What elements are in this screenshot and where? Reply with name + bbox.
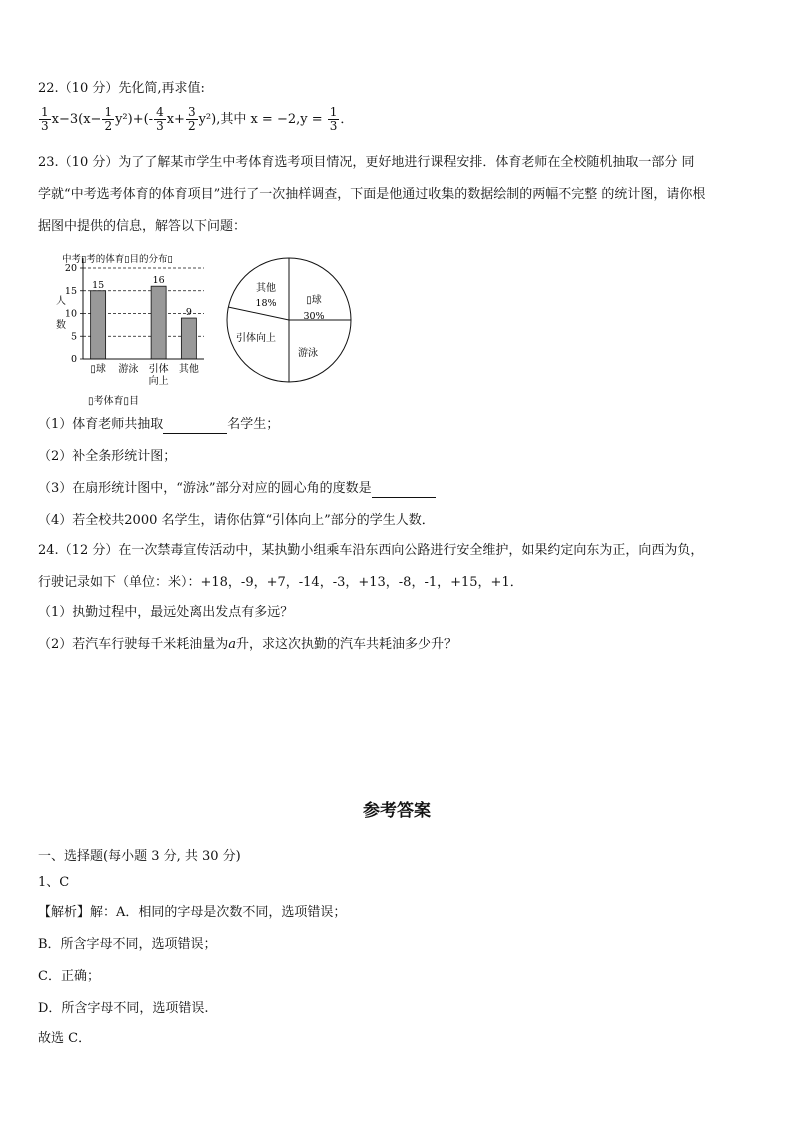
x-axis-label: ▯考体育▯目 — [88, 396, 140, 407]
pie-percent-basketball: 30% — [303, 311, 325, 322]
fraction: $\frac{1}{3}$ — [329, 105, 338, 133]
data-label: 15 — [92, 279, 105, 291]
answer-option-d: D．所含字母不同，选项错误. — [38, 1001, 209, 1016]
fraction: $\frac{1}{3}$ — [41, 105, 49, 133]
bar — [91, 291, 106, 359]
pie-chart — [222, 253, 356, 387]
pie-percent-other: 18% — [255, 298, 277, 309]
variable-a: a — [228, 637, 237, 652]
q24-sub2: （2）若汽车行驶每千米耗油量为a升，求这次执勤的汽车共耗油多少升？ — [38, 637, 458, 652]
chart-title: 中考▯考的体育▯目的分布▯ — [62, 254, 173, 265]
answers-title: 参考答案 — [363, 801, 431, 821]
q24-line2: 行驶记录如下（单位：米）：+18，-9，+7，-14，-3，+13，-8，-1，+15，+1． — [38, 575, 523, 590]
bar — [181, 318, 196, 359]
fraction: $\frac{4}{3}$ — [156, 105, 164, 133]
y-tick-label: 15 — [64, 285, 77, 297]
answer-analysis: 【解析】解：A．相同的字母是次数不同，选项错误； — [38, 905, 347, 920]
answer-option-b: B．所含字母不同，选项错误； — [38, 937, 217, 952]
q23-sub2: （2）补全条形统计图； — [38, 449, 177, 464]
x-tick-label: 其他 — [178, 364, 199, 375]
y-axis-label: 人数 — [56, 296, 66, 331]
x-tick-label: 游泳 — [118, 364, 139, 375]
q23-line1: 23.（10 分）为了了解某市学生中考体育选考项目情况，更好地进行课程安排．体育老师在全校随机抽取一部分 同 — [38, 155, 695, 170]
answer-conclusion: 故选 C． — [38, 1031, 92, 1046]
y-tick-label: 5 — [70, 331, 77, 343]
y-tick-label: 0 — [70, 354, 77, 365]
pie-label-other: 其他 — [256, 283, 276, 294]
answer-blank[interactable] — [163, 419, 227, 434]
bar-layer — [65, 263, 204, 387]
q24-line1: 24.（12 分）在一次禁毒宣传活动中，某执勤小组乘车沿东西向公路进行安全维护，如果约定向东为正，向西为负， — [38, 543, 704, 558]
x-tick-label: 引体向上 — [148, 364, 169, 387]
q22-expression: $\frac{1}{3}$ x−3(x− $\frac{1}{2}$ y²)+(- $\frac{4}{3}$ x+ $\frac{3}{2}$ y²),其中 x = −2,y = $\frac{1}{3}$ ． — [41, 105, 354, 133]
q23-sub3: （3）在扇形统计图中，“游泳”部分对应的圆心角的度数是 — [38, 480, 436, 498]
bar — [151, 286, 166, 359]
q23-sub4: （4）若全校共2000 名学生，请你估算“引体向上”部分的学生人数． — [38, 513, 435, 528]
pie-label-pullup: 引体向上 — [236, 333, 276, 344]
answers-section: 一、选择题(每小题 3 分, 共 30 分) — [38, 849, 241, 864]
bar-chart — [36, 246, 216, 408]
fraction: $\frac{3}{2}$ — [187, 105, 196, 133]
y-tick-label: 10 — [64, 308, 77, 320]
data-label: 16 — [152, 275, 165, 287]
q23-sub1: （1）体育老师共抽取 名学生； — [38, 417, 280, 432]
x-tick-label: ▯球 — [90, 364, 106, 375]
q22-heading: 22.（10 分）先化简,再求值: — [38, 81, 205, 96]
answer-item-1: 1、C — [38, 875, 70, 890]
q24-sub1: （1）执勤过程中，最远处离出发点有多远？ — [38, 605, 294, 620]
q23-line2: 学就“中考选考体育的体育项目”进行了一次抽样调查，下面是他通过收集的数据绘制的两幅不完整 的统计图，请你根 — [38, 187, 706, 202]
fraction: $\frac{1}{2}$ — [104, 105, 113, 133]
pie-label-basketball: ▯球 — [306, 295, 322, 306]
q23-line3: 据图中提供的信息，解答以下问题： — [38, 219, 247, 234]
data-label: 9 — [185, 307, 192, 319]
pie-label-swimming: 游泳 — [298, 348, 318, 359]
answer-blank[interactable] — [372, 483, 436, 498]
answer-option-c: C．正确； — [38, 969, 100, 984]
y-tick-label: 20 — [64, 263, 77, 274]
